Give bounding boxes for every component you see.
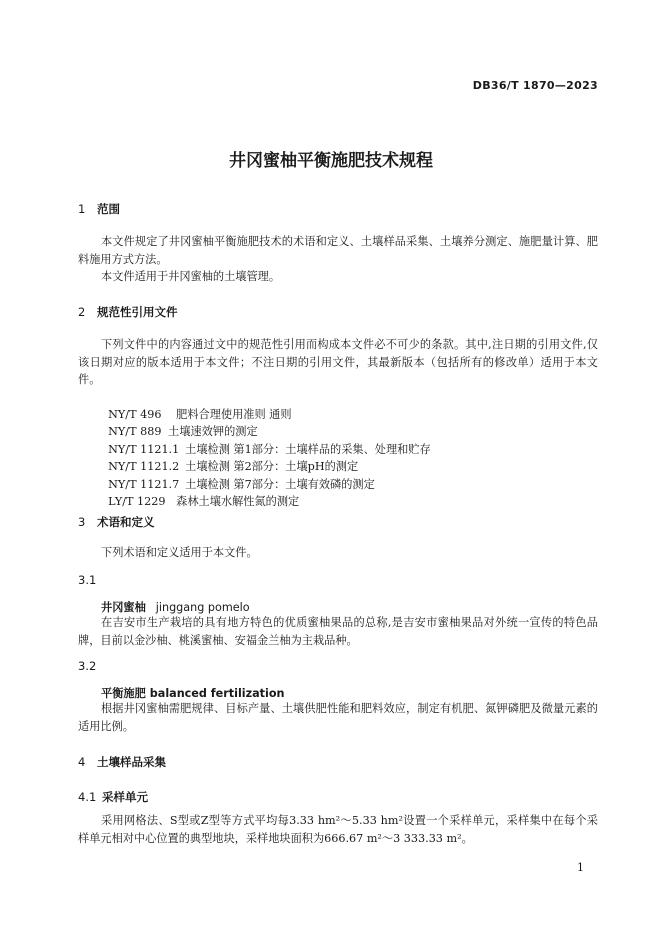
standard-code: DB36/T 1870—2023 (472, 79, 598, 92)
section-title: 规范性引用文件 (97, 305, 178, 319)
section-title: 范围 (97, 202, 120, 216)
references-intro-paragraph: 下列文件中的内容通过文中的规范性引用而构成本文件必不可少的条款。其中,注日期的引用文件,仅该日期对应的版本适用于本文件；不注日期的引用文件，其最新版本（包括所有的修改单）适用于本文件。 (78, 338, 598, 386)
reference-title: 土壤检测 第1部分：土壤样品的采集、处理和贮存 (185, 442, 431, 456)
reference-code: NY/T 496 (108, 407, 162, 421)
subsection-number: 4.1 (78, 790, 97, 804)
reference-code: NY/T 889 (108, 424, 162, 438)
section-3-heading (78, 514, 155, 530)
subsection-title: 采样单元 (102, 790, 148, 804)
sampling-unit-paragraph: 采用网格法、S型或Z型等方式平均每3.33 hm²～5.33 hm²设置一个采样单元，采样集中在每个采样单元相对中心位置的典型地块，采样地块面积为666.67 m²～3 333.33 m²。 (78, 814, 598, 845)
term-definition: 根据井冈蜜柚需肥规律、目标产量、土壤供肥性能和肥料效应，制定有机肥、氮钾磷肥及微量元素的适用比例。 (78, 702, 598, 733)
term-english: jinggang pomelo (155, 601, 250, 614)
scope-paragraph-2: 本文件适用于井冈蜜柚的土壤管理。 (101, 270, 281, 283)
section-title: 术语和定义 (97, 515, 155, 529)
reference-code: LY/T 1229 (108, 494, 166, 508)
reference-title: 土壤速效钾的测定 (168, 424, 258, 438)
page-number: 1 (577, 861, 584, 874)
term-entry (101, 599, 250, 615)
section-number: 3 (78, 515, 86, 529)
reference-title: 土壤检测 第2部分：土壤pH的测定 (185, 459, 359, 473)
section-4-heading (78, 754, 166, 770)
subsection-4-1-heading (78, 789, 148, 805)
scope-paragraph-1: 本文件规定了井冈蜜柚平衡施肥技术的术语和定义、土壤样品采集、土壤养分测定、施肥量计算、肥料施用方式方法。 (78, 235, 598, 266)
reference-code: NY/T 1121.7 (108, 477, 180, 491)
reference-code: NY/T 1121.2 (108, 459, 180, 473)
reference-title: 森林土壤水解性氮的测定 (176, 494, 300, 508)
reference-item (101, 475, 299, 510)
section-1-heading (78, 201, 120, 217)
term-entry (101, 685, 285, 701)
reference-title: 土壤检测 第7部分：土壤有效磷的测定 (185, 477, 375, 491)
term-definition: 在吉安市生产栽培的具有地方特色的优质蜜柚果品的总称,是吉安市蜜柚果品对外统一宣传的特色品牌，目前以金沙柚、桃溪蜜柚、安福金兰柚为主栽品种。 (78, 616, 598, 647)
section-title: 土壤样品采集 (97, 755, 166, 769)
clause-number: 3.1 (78, 573, 97, 587)
terms-intro-paragraph: 下列术语和定义适用于本文件。 (101, 546, 258, 559)
reference-title: 肥料合理使用准则 通则 (176, 407, 292, 421)
term-chinese: 井冈蜜柚 (101, 601, 146, 614)
reference-code: NY/T 1121.1 (108, 442, 180, 456)
clause-number: 3.2 (78, 659, 97, 673)
section-2-heading (78, 304, 178, 320)
section-number: 4 (78, 755, 86, 769)
document-title: 井冈蜜柚平衡施肥技术规程 (229, 151, 433, 171)
section-number: 1 (78, 202, 86, 216)
term-chinese: 平衡施肥 (101, 687, 146, 700)
section-number: 2 (78, 305, 86, 319)
term-english: balanced fertilization (149, 687, 285, 700)
